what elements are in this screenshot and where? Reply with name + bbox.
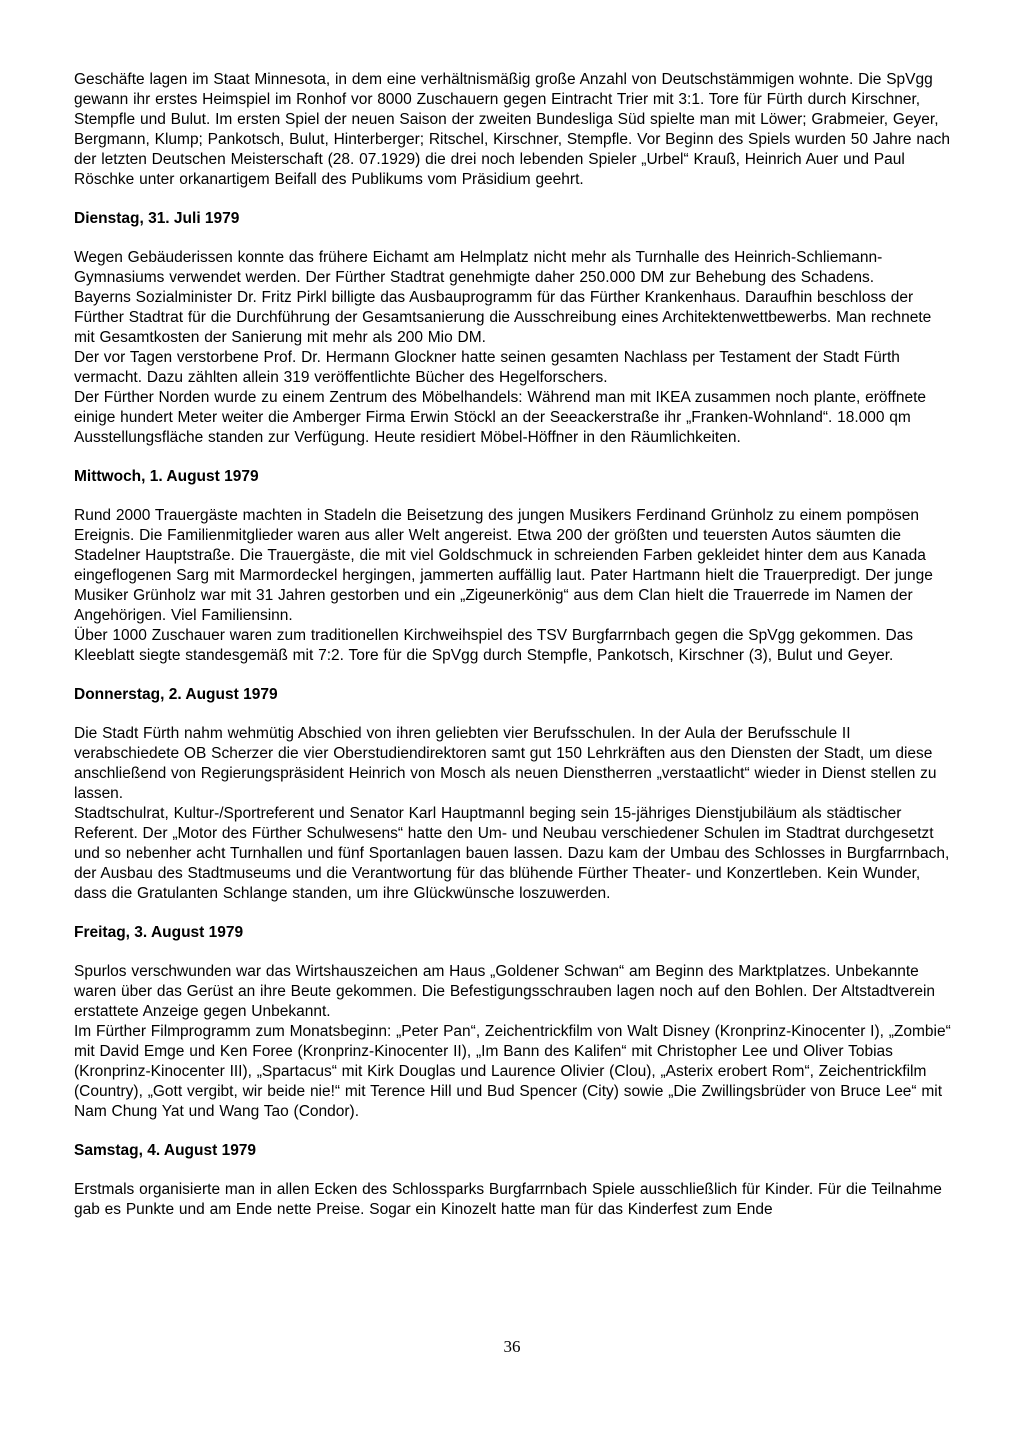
body-paragraph: Wegen Gebäuderissen konnte das frühere Eichamt am Helmplatz nicht mehr als Turnhalle des Heinrich-Schliemann-Gymnasiums verwendet werden. Der Fürther Stadtrat genehmigte daher 250.000 DM zur Behebung des Schadens. (74, 249, 883, 286)
day-heading: Samstag, 4. August 1979 (74, 1142, 257, 1159)
body-paragraph: Rund 2000 Trauergäste machten in Stadeln die Beisetzung des jungen Musikers Ferdinand Grünholz zu einem pompösen Ereignis. Die Familienmitglieder waren aus aller Welt angereist. Etwa 200 der größten und teuersten Autos säumten die Stadelner Hauptstraße. Die Trauergäste, die mit viel Goldschmuck in schreienden Farben gekleidet hinter dem aus Kanada eingeflogenen Sarg mit Marmordeckel hergingen, jammerten auffällig laut. Pater Hartmann hielt die Trauerpredigt. Der junge Musiker Grünholz war mit 31 Jahren gestorben und ein „Zigeunerkönig“ aus dem Clan hielt die Trauerrede im Namen der Angehörigen. Viel Familiensinn. (74, 507, 933, 624)
day-heading: Mittwoch, 1. August 1979 (74, 468, 259, 485)
body-paragraph: Über 1000 Zuschauer waren zum traditionellen Kirchweihspiel des TSV Burgfarrnbach gegen die SpVgg gekommen. Das Kleeblatt siegte standesgemäß mit 7:2. Tore für die SpVgg durch Stempfle, Pankotsch, Kirschner (3), Bulut und Geyer. (74, 627, 914, 664)
day-heading: Freitag, 3. August 1979 (74, 924, 244, 941)
body-paragraph: Bayerns Sozialminister Dr. Fritz Pirkl billigte das Ausbauprogramm für das Fürther Krankenhaus. Daraufhin beschloss der Fürther Stadtrat für die Durchführung der Gesamtsanierung die Ausschreibung eines Architektenwettbewerbs. Man rechnete mit Gesamtkosten der Sanierung mit mehr als 200 Mio DM. (74, 289, 932, 346)
body-paragraph: Der vor Tagen verstorbene Prof. Dr. Hermann Glockner hatte seinen gesamten Nachlass per Testament der Stadt Fürth vermacht. Dazu zählten allein 319 veröffentlichte Bücher des Hegelforschers. (74, 349, 900, 386)
intro-paragraph: Geschäfte lagen im Staat Minnesota, in dem eine verhältnismäßig große Anzahl von Deutschstämmigen wohnte. Die SpVgg gewann ihr erstes Heimspiel im Ronhof vor 8000 Zuschauern gegen Eintracht Trier mit 3:1. Tore für Fürth durch Kirschner, Stempfle und Bulut. Im ersten Spiel der neuen Saison der zweiten Bundesliga Süd spielte man mit Löwer; Grabmeier, Geyer, Bergmann, Klump; Pankotsch, Bulut, Hinterberger; Ritschel, Kirschner, Stempfle. Vor Beginn des Spiels wurden 50 Jahre nach der letzten Deutschen Meisterschaft (28. 07.1929) die drei noch lebenden Spieler „Urbel“ Krauß, Heinrich Auer und Paul Röschke unter orkanartigem Beifall des Publikums vom Präsidium geehrt. (74, 71, 950, 188)
body-paragraph: Die Stadt Fürth nahm wehmütig Abschied von ihren geliebten vier Berufsschulen. In der Aula der Berufsschule II verabschiedete OB Scherzer die vier Oberstudiendirektoren samt gut 150 Lehrkräften aus den Diensten der Stadt, um diese anschließend von Regierungspräsident Heinrich von Mosch als neuen Dienstherren „verstaatlicht“ wieder in Dienst stellen zu lassen. (74, 725, 937, 802)
body-paragraph: Spurlos verschwunden war das Wirtshauszeichen am Haus „Goldener Schwan“ am Beginn des Marktplatzes. Unbekannte waren über das Gerüst an ihre Beute gekommen. Die Befestigungsschrauben lagen noch auf den Bohlen. Der Altstadtverein erstattete Anzeige gegen Unbekannt. (74, 963, 936, 1020)
body-paragraph: Erstmals organisierte man in allen Ecken des Schlossparks Burgfarrnbach Spiele ausschließlich für Kinder. Für die Teilnahme gab es Punkte und am Ende nette Preise. Sogar ein Kinozelt hatte man für das Kinderfest zum Ende (74, 1181, 942, 1218)
day-heading: Donnerstag, 2. August 1979 (74, 686, 278, 703)
body-paragraph: Im Fürther Filmprogramm zum Monatsbeginn: „Peter Pan“, Zeichentrickfilm von Walt Disney (Kronprinz-Kinocenter I), „Zombie“ mit David Emge und Ken Foree (Kronprinz-Kinocenter II), „Im Bann des Kalifen“ mit Christopher Lee und Oliver Tobias (Kronprinz-Kinocenter III), „Spartacus“ mit Kirk Douglas und Laurence Olivier (Clou), „Asterix erobert Rom“, Zeichentrickfilm (Country), „Gott vergibt, wir beide nie!“ mit Terence Hill und Bud Spencer (City) sowie „Die Zwillingsbrüder von Bruce Lee“ mit Nam Chung Yat und Wang Tao (Condor). (74, 1023, 951, 1120)
day-heading: Dienstag, 31. Juli 1979 (74, 210, 240, 227)
body-paragraph: Der Fürther Norden wurde zu einem Zentrum des Möbelhandels: Während man mit IKEA zusammen noch plante, eröffnete einige hundert Meter weiter die Amberger Firma Erwin Stöckl an der Seeackerstraße ihr „Franken-Wohnland“. 18.000 qm Ausstellungsfläche standen zur Verfügung. Heute residiert Möbel-Höffner in den Räumlichkeiten. (74, 389, 927, 446)
body-paragraph: Stadtschulrat, Kultur-/Sportreferent und Senator Karl Hauptmannl beging sein 15-jähriges Dienstjubiläum als städtischer Referent. Der „Motor des Fürther Schulwesens“ hatte den Um- und Neubau verschiedener Schulen im Stadtrat durchgesetzt und so nebenher acht Turnhallen und fünf Sportanlagen bauen lassen. Dazu kam der Umbau des Schlosses in Burgfarrnbach, der Ausbau des Stadtmuseums und die Verantwortung für das blühende Fürther Theater- und Konzertleben. Kein Wunder, dass die Gratulanten Schlange standen, um ihre Glückwünsche loszuwerden. (74, 805, 950, 902)
page-content (74, 70, 954, 1220)
document-sections (74, 209, 954, 1220)
page-number: 36 (503, 1337, 521, 1356)
